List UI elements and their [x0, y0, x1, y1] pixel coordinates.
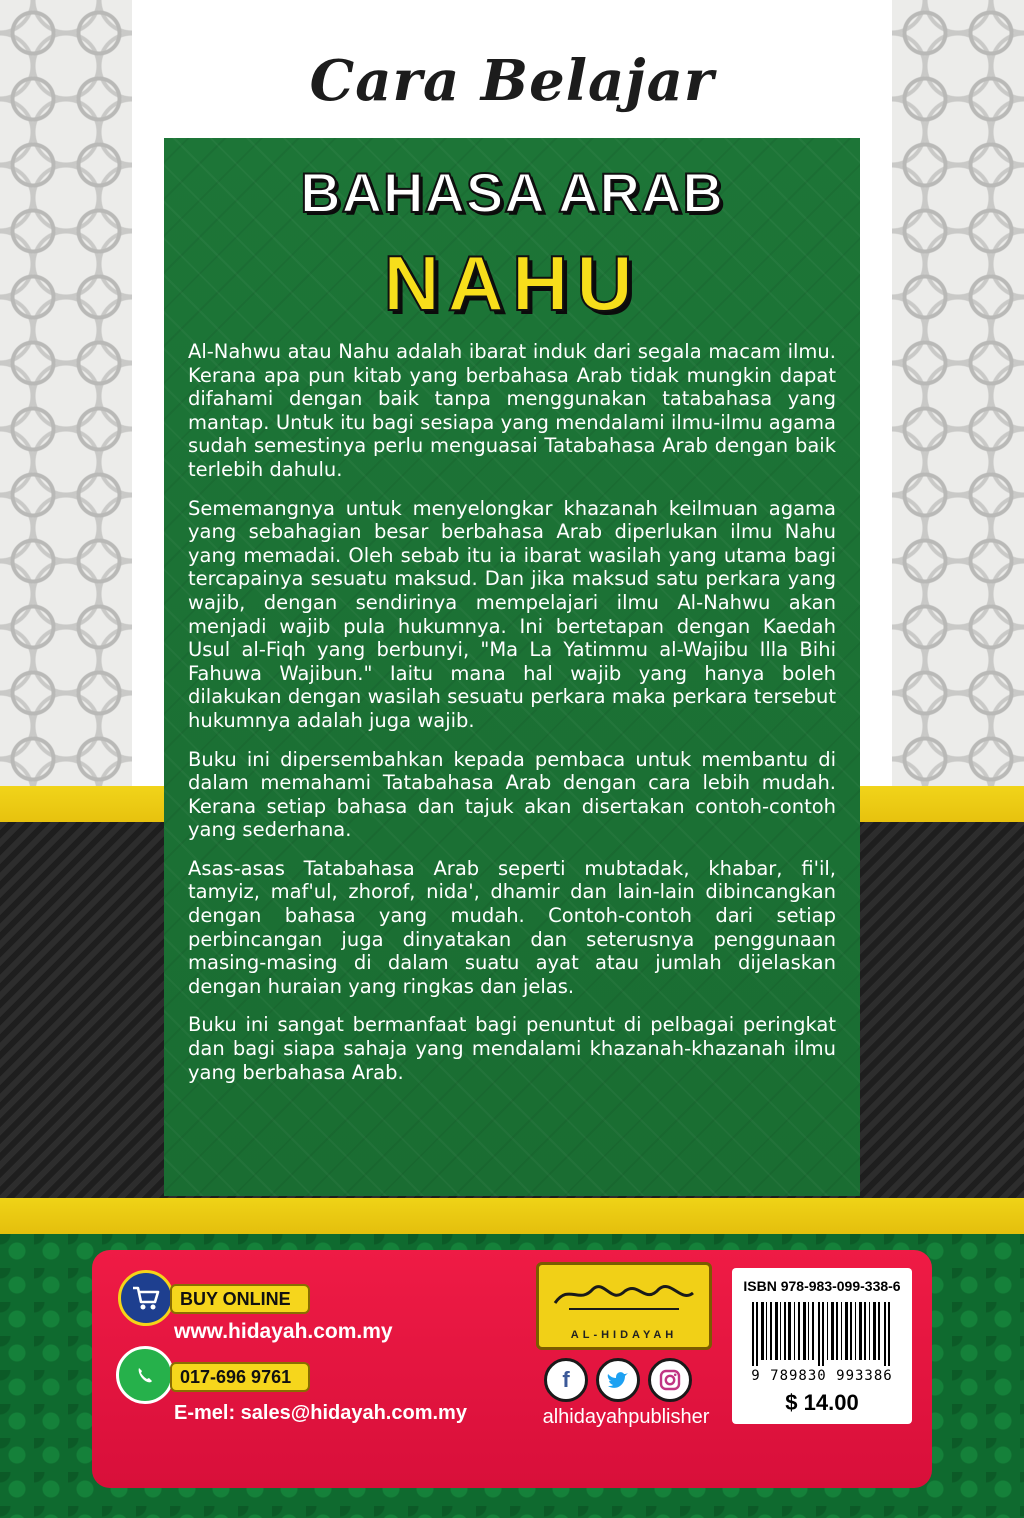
phone-number-badge[interactable]: 017-696 9761: [170, 1362, 310, 1392]
right-ornament-pattern: [892, 0, 1024, 786]
main-title: BAHASA ARAB: [300, 161, 724, 224]
blurb-paragraph: Asas-asas Tatabahasa Arab seperti mubtadak, khabar, fi'il, tamyiz, maf'ul, zhorof, nida', dhamir dan lain-lain dibincangkan dengan bahasa yang mudah. Contoh-contoh dari setiap perbincangan juga dinyatakan dan seterusnya penggunaan masing-masing di dalam suatu ayat atau jumlah dijelaskan dengan huraian yang ringkas dan jelas.: [188, 856, 836, 998]
lower-yellow-band: [0, 1198, 1024, 1234]
twitter-icon[interactable]: [596, 1358, 640, 1402]
blurb-paragraph: Buku ini sangat bermanfaat bagi penuntut di pelbagai peringkat dan bagi siapa sahaja yang mendalami khazanah-khazanah ilmu yang berbahasa Arab.: [188, 1013, 836, 1084]
buy-online-badge[interactable]: BUY ONLINE: [170, 1284, 310, 1314]
isbn-barcode-box: [732, 1268, 912, 1424]
website-link[interactable]: www.hidayah.com.my: [174, 1320, 393, 1343]
email-contact[interactable]: E-mel: sales@hidayah.com.my: [174, 1402, 467, 1424]
publisher-logo: [536, 1262, 712, 1350]
barcode-digits: 9 789830 993386: [751, 1368, 893, 1384]
blurb-text: [188, 340, 836, 1099]
instagram-icon[interactable]: [648, 1358, 692, 1402]
script-title: Cara Belajar: [309, 48, 715, 114]
sub-title: NAHU: [383, 239, 641, 327]
social-handle[interactable]: alhidayahpublisher: [542, 1406, 710, 1428]
isbn-label: ISBN 978-983-099-338-6: [743, 1278, 901, 1294]
arabic-calligraphy-logo-icon: [549, 1275, 699, 1315]
barcode-icon: [750, 1302, 894, 1366]
left-ornament-pattern: [0, 0, 132, 786]
blurb-paragraph: Sememangnya untuk menyelongkar khazanah keilmuan agama yang sebahagian besar berbahasa Arab diperlukan ilmu Nahu yang memadai. Oleh sebab itu ia ibarat wasilah yang utama bagi tercapainya sesuatu maksud. Dan jika maksud satu perkara yang wajib, dengan sendirinya mempelajari ilmu Al-Nahwu akan menjadi wajib pula hukumnya. Ini bertetapan dengan Kaedah Usul al-Fiqh yang berbunyi, "Ma La Yatimmu al-Wajibu Illa Bihi Fahuwa Wajibun." Iaitu mana hal wajib yang hanya boleh dilakukan dengan wasilah sesuatu perkara maka perkara tersebut hukumnya adalah juga wajib.: [188, 496, 836, 732]
price-label: $ 14.00: [785, 1390, 859, 1415]
whatsapp-icon: [116, 1346, 174, 1404]
cart-icon: [118, 1270, 174, 1326]
publisher-logo-label: AL-HIDAYAH: [570, 1329, 678, 1341]
blurb-paragraph: Al-Nahwu atau Nahu adalah ibarat induk dari segala macam ilmu. Kerana apa pun kitab yang berbahasa Arab tidak mungkin dapat difahami dengan baik tanpa menggunakan tatabahasa yang mantap. Untuk itu bagi sesiapa yang mendalami ilmu-ilmu agama sudah semestinya perlu menguasai Tatabahasa Arab dengan baik terlebih dahulu.: [188, 340, 836, 481]
blurb-paragraph: Buku ini dipersembahkan kepada pembaca untuk membantu di dalam memahami Tatabahasa Arab dengan cara lebih mudah. Kerana setiap bahasa dan tajuk akan disertakan contoh-contoh yang sederhana.: [188, 747, 836, 842]
facebook-icon[interactable]: f: [544, 1358, 588, 1402]
